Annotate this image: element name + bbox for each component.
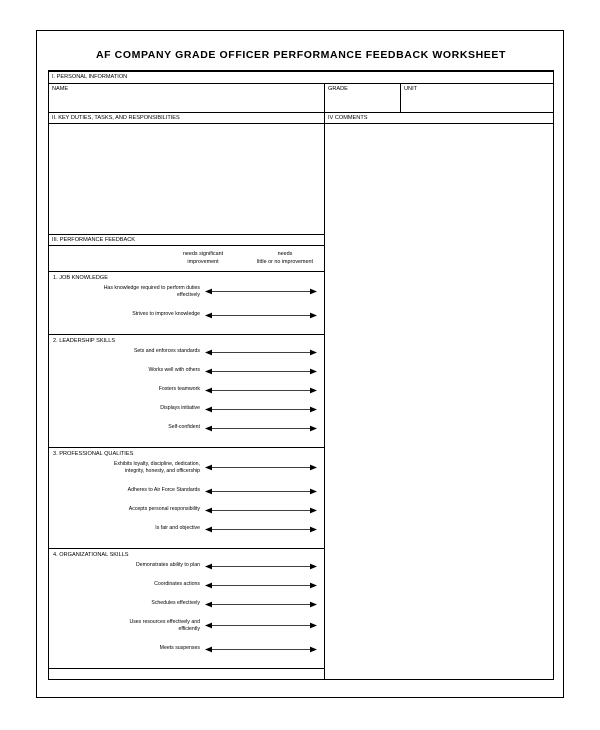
- feedback-item-label: [50, 367, 200, 374]
- feedback-item[interactable]: [49, 422, 324, 441]
- rating-arrow-slider[interactable]: [205, 387, 317, 394]
- feedback-item[interactable]: [49, 309, 324, 328]
- feedback-item[interactable]: [49, 579, 324, 598]
- section-comments-heading: IV COMMENTS: [325, 113, 553, 124]
- feedback-item-line: Exhibits loyalty, discipline, dedication,: [113, 460, 200, 467]
- feedback-item-label: [50, 600, 200, 607]
- feedback-item-line: Coordinates actions: [154, 580, 200, 587]
- group-spacer: [49, 542, 324, 548]
- section-performance-feedback-heading: III. PERFORMANCE FEEDBACK: [49, 234, 324, 246]
- rating-arrow-slider[interactable]: [205, 425, 317, 432]
- feedback-item-line: effectively: [177, 291, 200, 298]
- feedback-item-line: Works well with others: [148, 366, 200, 373]
- feedback-item-line: Self-confident: [168, 423, 200, 430]
- feedback-item[interactable]: [49, 485, 324, 504]
- scale-left-line2: improvement: [187, 258, 219, 265]
- feedback-group: [49, 549, 324, 669]
- feedback-item-line: Uses resources effectively and: [129, 618, 200, 625]
- feedback-item[interactable]: [49, 643, 324, 662]
- feedback-item-label: [50, 405, 200, 412]
- rating-scale: [49, 246, 324, 272]
- feedback-item-line: Fosters teamwork: [158, 385, 200, 392]
- group-title: 3. PROFESSIONAL QUALITIES: [53, 450, 134, 457]
- feedback-item-label: [50, 311, 200, 318]
- rating-arrow-slider[interactable]: [205, 622, 317, 629]
- feedback-item-label: [50, 386, 200, 393]
- feedback-item-label: [50, 348, 200, 355]
- feedback-item[interactable]: [49, 617, 324, 643]
- left-column: [49, 113, 325, 679]
- feedback-item-line: Displays initiative: [160, 404, 200, 411]
- rating-arrow-slider[interactable]: [205, 288, 317, 295]
- section-personal-information-heading: I. PERSONAL INFORMATION: [49, 72, 553, 84]
- feedback-item-label: [50, 562, 200, 569]
- feedback-item[interactable]: [49, 459, 324, 485]
- comments-textarea[interactable]: [325, 124, 553, 643]
- unit-field[interactable]: [401, 84, 553, 112]
- feedback-item-label: [50, 619, 200, 633]
- section-key-duties-heading: II. KEY DUTIES, TASKS, AND RESPONSIBILITIES: [49, 113, 324, 124]
- rating-arrow-slider[interactable]: [205, 507, 317, 514]
- feedback-item-label: [50, 506, 200, 513]
- feedback-item-line: Meets suspenses: [159, 644, 200, 651]
- rating-arrow-slider[interactable]: [205, 406, 317, 413]
- unit-label: UNIT: [404, 85, 418, 92]
- feedback-item-label: [50, 581, 200, 588]
- feedback-item-line: Strives to improve knowledge: [132, 310, 200, 317]
- grade-label: GRADE: [328, 85, 348, 92]
- rating-arrow-slider[interactable]: [205, 368, 317, 375]
- rating-arrow-slider[interactable]: [205, 349, 317, 356]
- feedback-item-line: integrity, honesty, and officership: [125, 467, 200, 474]
- feedback-item-line: Accepts personal responsibility: [128, 505, 200, 512]
- feedback-item-line: Is fair and objective: [155, 524, 200, 531]
- rating-arrow-slider[interactable]: [205, 526, 317, 533]
- feedback-item-line: Demonstrates ability to plan: [135, 561, 200, 568]
- feedback-item-label: [50, 461, 200, 475]
- feedback-item[interactable]: [49, 523, 324, 542]
- feedback-item-label: [50, 645, 200, 652]
- scale-right-line2: little or no improvement: [256, 258, 314, 265]
- page-title: AF COMPANY GRADE OFFICER PERFORMANCE FEEDBACK WORKSHEET: [95, 49, 507, 61]
- feedback-item-line: Adheres to Air Force Standards: [127, 486, 200, 493]
- feedback-item[interactable]: [49, 365, 324, 384]
- key-duties-textarea[interactable]: [49, 124, 324, 234]
- group-title: 1. JOB KNOWLEDGE: [53, 274, 109, 281]
- rating-arrow-slider[interactable]: [205, 312, 317, 319]
- worksheet-body: [48, 113, 554, 680]
- feedback-item[interactable]: [49, 283, 324, 309]
- scale-left-label: [167, 250, 239, 266]
- feedback-group: [49, 272, 324, 335]
- feedback-item[interactable]: [49, 504, 324, 523]
- rating-arrow-slider[interactable]: [205, 563, 317, 570]
- bottom-spacer: [49, 669, 324, 679]
- feedback-item-line: Schedules effectively: [151, 599, 200, 606]
- feedback-item-label: [50, 285, 200, 299]
- feedback-group: [49, 448, 324, 549]
- group-spacer: [49, 441, 324, 447]
- worksheet-page: [36, 30, 564, 698]
- scale-right-label: [249, 250, 321, 266]
- feedback-item[interactable]: [49, 384, 324, 403]
- feedback-item[interactable]: [49, 560, 324, 579]
- worksheet-content: [48, 41, 554, 699]
- rating-arrow-slider[interactable]: [205, 601, 317, 608]
- section-personal-information: [48, 71, 554, 113]
- feedback-item-label: [50, 487, 200, 494]
- group-title: 4. ORGANIZATIONAL SKILLS: [53, 551, 129, 558]
- right-column: [325, 113, 553, 679]
- name-label: NAME: [52, 85, 69, 92]
- feedback-item-line: Has knowledge required to perform duties: [103, 284, 200, 291]
- document-title-bar: [48, 41, 554, 71]
- feedback-item-label: [50, 525, 200, 532]
- group-spacer: [49, 662, 324, 668]
- rating-arrow-slider[interactable]: [205, 582, 317, 589]
- personal-information-fields: [49, 84, 553, 112]
- grade-field[interactable]: [325, 84, 401, 112]
- rating-arrow-slider[interactable]: [205, 646, 317, 653]
- feedback-item-label: [50, 424, 200, 431]
- rating-arrow-slider[interactable]: [205, 488, 317, 495]
- rating-arrow-slider[interactable]: [205, 464, 317, 471]
- feedback-item[interactable]: [49, 598, 324, 617]
- group-title: 2. LEADERSHIP SKILLS: [53, 337, 116, 344]
- scale-left-line1: needs significant: [182, 250, 224, 257]
- name-field[interactable]: [49, 84, 325, 112]
- feedback-item-line: Sets and enforces standards: [133, 347, 200, 354]
- feedback-group: [49, 335, 324, 448]
- group-spacer: [49, 328, 324, 334]
- feedback-item[interactable]: [49, 403, 324, 422]
- feedback-item[interactable]: [49, 346, 324, 365]
- feedback-item-line: efficiently: [178, 625, 200, 632]
- scale-right-line1: needs: [277, 250, 293, 257]
